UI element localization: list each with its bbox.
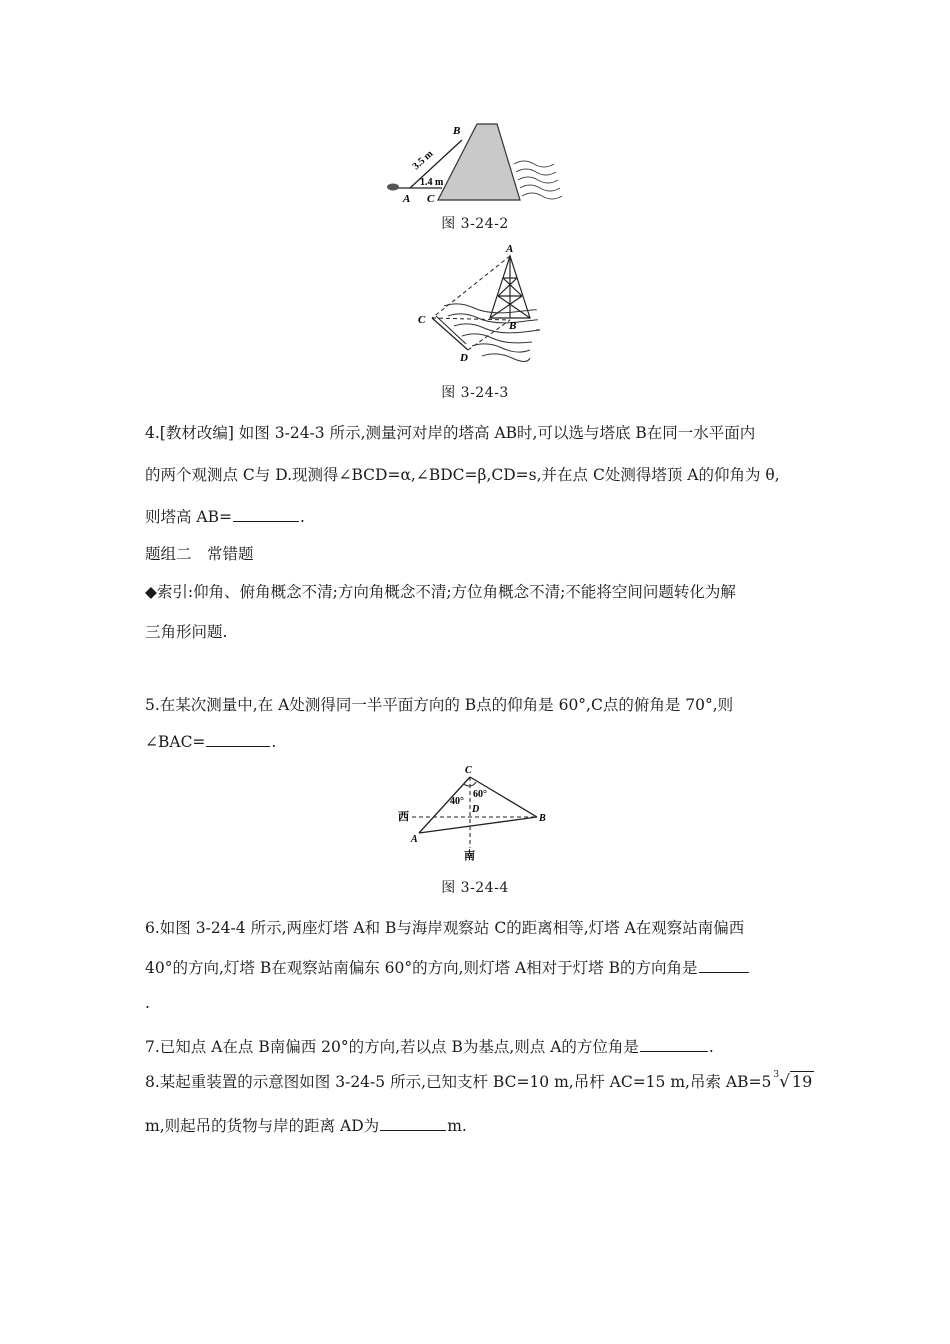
figure-3-24-3 (410, 240, 540, 365)
tower-icon (490, 256, 530, 318)
figure-caption: 图 3-24-3 (441, 385, 509, 401)
question-6-line-3: . (145, 994, 150, 1012)
question-7-text: 7.已知点 A在点 B南偏西 20°的方向,若以点 B为基点,则点 A的方位角是 (145, 1038, 639, 1056)
label-west: 西 (398, 811, 409, 823)
winch-icon (387, 184, 399, 191)
diamond-icon: ◆ (145, 583, 157, 601)
question-5-text: ∠BAC= (145, 733, 206, 751)
question-4-line-1: 4.[教材改编] 如图 3-24-3 所示,测量河对岸的塔高 AB时,可以选与塔底 B在同一水平面内 (145, 424, 756, 442)
label-a: A (506, 243, 514, 255)
index-line-2: 三角形问题. (145, 623, 228, 641)
figure-3-24-2 (380, 118, 570, 208)
label-c: C (465, 765, 472, 776)
root-index: 3 (773, 1069, 780, 1080)
label-c: C (418, 314, 426, 326)
label-d: D (460, 352, 468, 364)
index-line-1 (145, 580, 805, 602)
root-value: 19 (791, 1072, 813, 1091)
label-a: A (403, 193, 411, 205)
figure-caption: 图 3-24-2 (441, 216, 509, 232)
length-ab: 3.5 m (410, 148, 436, 173)
label-b: B (539, 813, 546, 824)
label-b: B (453, 125, 461, 137)
radical-sign-icon: √ (779, 1072, 790, 1092)
question-8-unit: m. (447, 1117, 467, 1135)
question-8-line-2 (145, 1114, 805, 1136)
question-5-line-2 (145, 733, 805, 751)
label-south: 南 (464, 850, 475, 862)
question-4-text: 则塔高 AB= (145, 508, 232, 526)
question-5-end: . (271, 733, 277, 751)
question-6-line-2 (145, 956, 805, 978)
question-6-text: 40°的方向,灯塔 B在观察站南偏东 60°的方向,则灯塔 A相对于灯塔 B的方向角是 (145, 959, 698, 977)
figure-3-24-4 (392, 760, 562, 865)
dam-trapezoid (438, 124, 520, 200)
figure-caption: 图 3-24-4 (441, 880, 509, 896)
angle-60: 60° (473, 789, 487, 800)
question-4-line-3 (145, 505, 805, 527)
question-8-text: 8.某起重装置的示意图如图 3-24-5 所示,已知支杆 BC=10 m,吊杆 AC=15 m,吊索 AB=5 (145, 1073, 772, 1091)
label-c: C (427, 193, 435, 205)
question-7-end: . (708, 1038, 714, 1056)
answer-blank[interactable] (233, 520, 299, 522)
angle-40: 40° (450, 796, 464, 807)
length-ac: 1.4 m (420, 177, 444, 188)
question-8-line-1 (145, 1069, 813, 1092)
question-7-line-1 (145, 1035, 805, 1057)
question-4-line-2: 的两个观测点 C与 D.现测得∠BCD=α,∠BDC=β,CD=s,并在点 C处测得塔顶 A的仰角为 θ, (145, 466, 780, 484)
question-4-end: . (300, 508, 305, 526)
answer-blank[interactable] (699, 971, 749, 973)
segment-ab (419, 817, 537, 833)
index-text: 索引:仰角、俯角概念不清;方向角概念不清;方位角概念不清;不能将空间问题转化为解 (156, 583, 736, 601)
answer-blank[interactable] (206, 745, 270, 747)
answer-blank[interactable] (380, 1129, 446, 1131)
question-8-text: m,则起吊的货物与岸的距离 AD为 (145, 1117, 380, 1135)
section-heading: 题组二 常错题 (145, 545, 254, 563)
label-d: D (472, 804, 480, 815)
cube-root (773, 1069, 814, 1092)
question-5-line-1: 5.在某次测量中,在 A处测得同一半平面方向的 B点的仰角是 60°,C点的俯角是 70°,则 (145, 696, 734, 714)
water-waves-icon (514, 161, 562, 199)
answer-blank[interactable] (640, 1050, 708, 1052)
question-6-line-1: 6.如图 3-24-4 所示,两座灯塔 A和 B与海岸观察站 C的距离相等,灯塔 A在观察站南偏西 (145, 919, 745, 937)
label-b: B (509, 320, 517, 332)
label-a: A (411, 834, 418, 845)
